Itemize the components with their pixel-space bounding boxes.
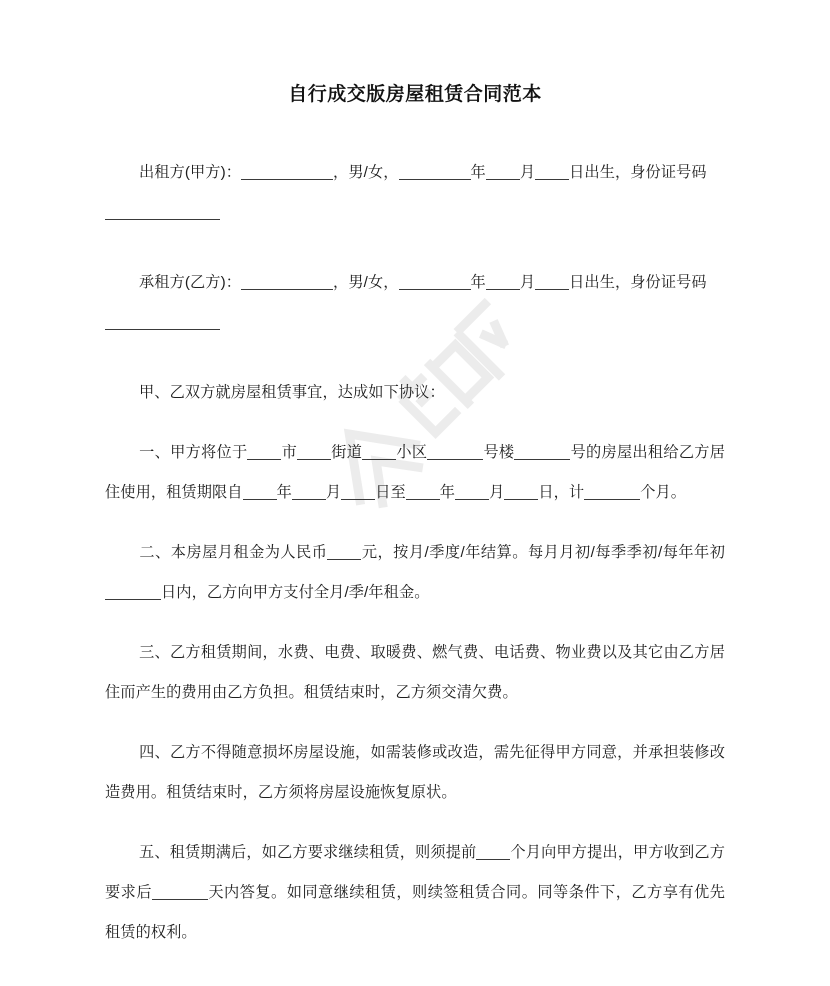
clause-1-seg-11: 日，计 [538, 484, 585, 501]
tenant-month-label: 月 [519, 274, 536, 291]
clause-4-number: 四、 [139, 744, 170, 761]
tenant-id-label: 日出生，身份证号码 [569, 274, 707, 291]
clause-1-seg-3: 小区 [396, 444, 428, 461]
clause-1-room-blank[interactable] [514, 444, 570, 460]
clause-1-seg-4: 号楼 [483, 444, 515, 461]
tenant-birth-year-blank[interactable] [399, 274, 471, 290]
landlord-label: 出租方(甲方)： [139, 164, 242, 181]
tenant-year-label: 年 [470, 274, 486, 291]
landlord-birth-day-blank[interactable] [535, 164, 569, 180]
spacer [105, 513, 725, 533]
clause-1-seg-1: 市 [281, 444, 298, 461]
clause-1-seg-9: 年 [439, 484, 456, 501]
clause-2-rent-blank[interactable] [327, 544, 361, 560]
landlord-id-blank[interactable] [105, 204, 220, 220]
clause-1 [105, 433, 725, 513]
clause-5-seg-0: 租赁期满后，如乙方要求继续租赁，则须提前 [169, 844, 477, 861]
tenant-party-paragraph [105, 263, 725, 303]
clause-5-seg-1: 个月向甲方提出，甲方收到乙方要求后 [105, 844, 726, 901]
clause-5-notice-months-blank[interactable] [476, 844, 510, 860]
clause-5-number: 五、 [139, 844, 170, 861]
clause-1-community-blank[interactable] [362, 444, 396, 460]
landlord-birth-year-blank[interactable] [399, 164, 471, 180]
spacer [105, 813, 725, 833]
clause-4 [105, 733, 725, 813]
tenant-birth-day-blank[interactable] [535, 274, 569, 290]
clause-1-start-month-blank[interactable] [292, 484, 326, 500]
clause-3 [105, 633, 725, 713]
clause-2-seg-0: 本房屋月租金为人民币 [170, 544, 328, 561]
tenant-birth-month-blank[interactable] [486, 274, 520, 290]
clause-1-city-blank[interactable] [247, 444, 281, 460]
clause-1-seg-2: 街道 [331, 444, 363, 461]
tenant-label: 承租方(乙方)： [139, 274, 242, 291]
landlord-gender-text: ，男/女， [333, 164, 399, 181]
clause-1-start-year-blank[interactable] [243, 484, 277, 500]
page-title: 自行成交版房屋租赁合同范本 [288, 84, 542, 105]
clause-1-seg-12: 个月。 [640, 484, 687, 501]
clause-2-days-blank[interactable] [105, 584, 161, 600]
clause-2 [105, 533, 725, 613]
clause-1-end-year-blank[interactable] [406, 484, 440, 500]
tenant-id-blank[interactable] [105, 314, 220, 330]
clause-1-end-day-blank[interactable] [504, 484, 538, 500]
clause-3-text: 乙方租赁期间，水费、电费、取暖费、燃气费、电话费、物业费以及其它由乙方居住而产生的费用由乙方负担。租赁结束时，乙方须交清欠费。 [105, 644, 725, 701]
clause-2-seg-1: 元，按月/季度/年结算。每月月初/每季季初/每年年初 [361, 544, 726, 561]
tenant-name-blank[interactable] [241, 274, 333, 290]
landlord-birth-month-blank[interactable] [486, 164, 520, 180]
clause-1-street-blank[interactable] [297, 444, 331, 460]
clause-1-seg-8: 日至 [375, 484, 406, 501]
tenant-id-row [105, 303, 725, 343]
clause-1-seg-5: 号的房屋出租给乙方居住使用，租赁期限自 [105, 444, 726, 501]
clause-4-text: 乙方不得随意损坏房屋设施，如需装修或改造，需先征得甲方同意，并承担装修改造费用。租赁结束时，乙方须将房屋设施恢复原状。 [105, 744, 725, 801]
clause-3-number: 三、 [139, 644, 170, 661]
landlord-id-row [105, 193, 725, 233]
clause-2-number: 二、 [139, 544, 171, 561]
clause-5-reply-days-blank[interactable] [152, 884, 208, 900]
clause-1-seg-10: 月 [489, 484, 505, 501]
landlord-id-label: 日出生，身份证号码 [569, 164, 707, 181]
clause-1-seg-0: 甲方将位于 [170, 444, 248, 461]
clause-1-end-month-blank[interactable] [455, 484, 489, 500]
clause-5-seg-2: 天内答复。如同意继续租赁，则续签租赁合同。同等条件下，乙方享有优先租赁的权利。 [105, 884, 725, 941]
spacer [105, 613, 725, 633]
spacer [105, 233, 725, 263]
landlord-name-blank[interactable] [241, 164, 333, 180]
spacer [105, 713, 725, 733]
landlord-month-label: 月 [519, 164, 536, 181]
clause-1-seg-6: 年 [276, 484, 292, 501]
clause-2-seg-2: 日内，乙方向甲方支付全月/季/年租金。 [161, 584, 430, 601]
landlord-year-label: 年 [470, 164, 486, 181]
clause-1-building-blank[interactable] [427, 444, 483, 460]
clause-1-months-blank[interactable] [584, 484, 640, 500]
clause-1-number: 一、 [139, 444, 171, 461]
spacer [105, 110, 725, 153]
tenant-gender-text: ，男/女， [333, 274, 399, 291]
clause-1-start-day-blank[interactable] [341, 484, 375, 500]
preamble-paragraph [105, 373, 725, 413]
clause-5 [105, 833, 725, 953]
spacer [105, 343, 725, 373]
preamble-text: 甲、乙双方就房屋租赁事宜，达成如下协议： [139, 384, 445, 401]
spacer [105, 413, 725, 433]
clause-1-seg-7: 月 [325, 484, 342, 501]
landlord-party-paragraph [105, 153, 725, 193]
